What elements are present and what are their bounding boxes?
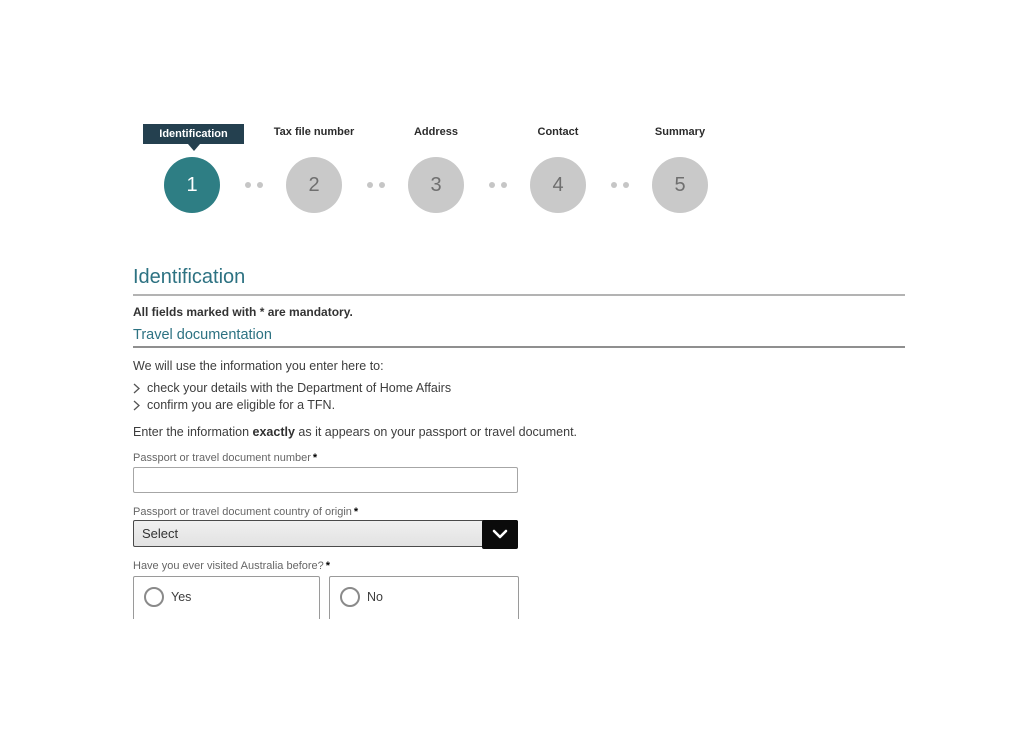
chevron-right-icon	[133, 383, 140, 394]
identification-form-section	[133, 266, 905, 619]
exact-entry-note: Enter the information exactly as it appears on your passport or travel document.	[133, 425, 578, 439]
step-circle-4[interactable]	[530, 157, 586, 213]
step-number: 5	[674, 173, 686, 196]
option-label: No	[367, 590, 383, 604]
country-of-origin-label: Passport or travel document country of origin *	[133, 506, 359, 518]
section-title-travel-documentation: Travel documentation	[133, 327, 272, 343]
step-connector-dot	[367, 182, 373, 188]
section-divider	[133, 346, 905, 348]
step-circle-1[interactable]	[164, 157, 220, 213]
passport-number-input[interactable]	[133, 467, 518, 493]
required-marker: *	[312, 452, 318, 464]
radio-button-icon[interactable]	[340, 587, 360, 607]
step-connector-dot	[245, 182, 251, 188]
chevron-down-icon	[492, 527, 508, 542]
step-label-address: Address	[413, 126, 459, 138]
step-number: 2	[308, 173, 320, 196]
title-divider	[133, 294, 905, 296]
visited-australia-options	[133, 576, 905, 619]
bullet-text: check your details with the Department of Home Affairs	[147, 381, 452, 395]
select-dropdown-button[interactable]	[482, 520, 518, 549]
step-connector-dot	[379, 182, 385, 188]
option-label: Yes	[171, 590, 192, 604]
step-number: 4	[552, 173, 564, 196]
step-label-tax-file-number: Tax file number	[273, 126, 355, 138]
visited-australia-label: Have you ever visited Australia before? *	[133, 560, 331, 572]
list-item	[133, 381, 905, 395]
required-marker: *	[325, 560, 331, 572]
select-current-value: Select	[142, 526, 179, 541]
active-step-label: Identification	[159, 128, 228, 140]
option-yes[interactable]	[133, 576, 320, 619]
step-number: 1	[186, 173, 198, 196]
chevron-right-icon	[133, 400, 140, 411]
step-connector-dot	[623, 182, 629, 188]
step-label-summary: Summary	[654, 126, 706, 138]
passport-number-label: Passport or travel document number *	[133, 452, 318, 464]
intro-text: We will use the information you enter here to:	[133, 359, 384, 373]
bullet-text: confirm you are eligible for a TFN.	[147, 398, 336, 412]
step-circle-3[interactable]	[408, 157, 464, 213]
mandatory-fields-note: All fields marked with * are mandatory.	[133, 305, 353, 319]
active-step-flag	[143, 124, 244, 144]
step-connector-dot	[489, 182, 495, 188]
step-connector-dot	[501, 182, 507, 188]
step-connector-dot	[611, 182, 617, 188]
option-no[interactable]	[329, 576, 519, 619]
required-marker: *	[353, 506, 359, 518]
step-number: 3	[430, 173, 442, 196]
step-label-contact: Contact	[537, 126, 579, 138]
country-of-origin-select[interactable]	[133, 520, 518, 547]
radio-button-icon[interactable]	[144, 587, 164, 607]
step-connector-dot	[257, 182, 263, 188]
page-title: Identification	[133, 266, 246, 288]
step-circle-2[interactable]	[286, 157, 342, 213]
list-item	[133, 398, 905, 412]
info-bullet-list	[133, 381, 905, 412]
step-circle-5[interactable]	[652, 157, 708, 213]
